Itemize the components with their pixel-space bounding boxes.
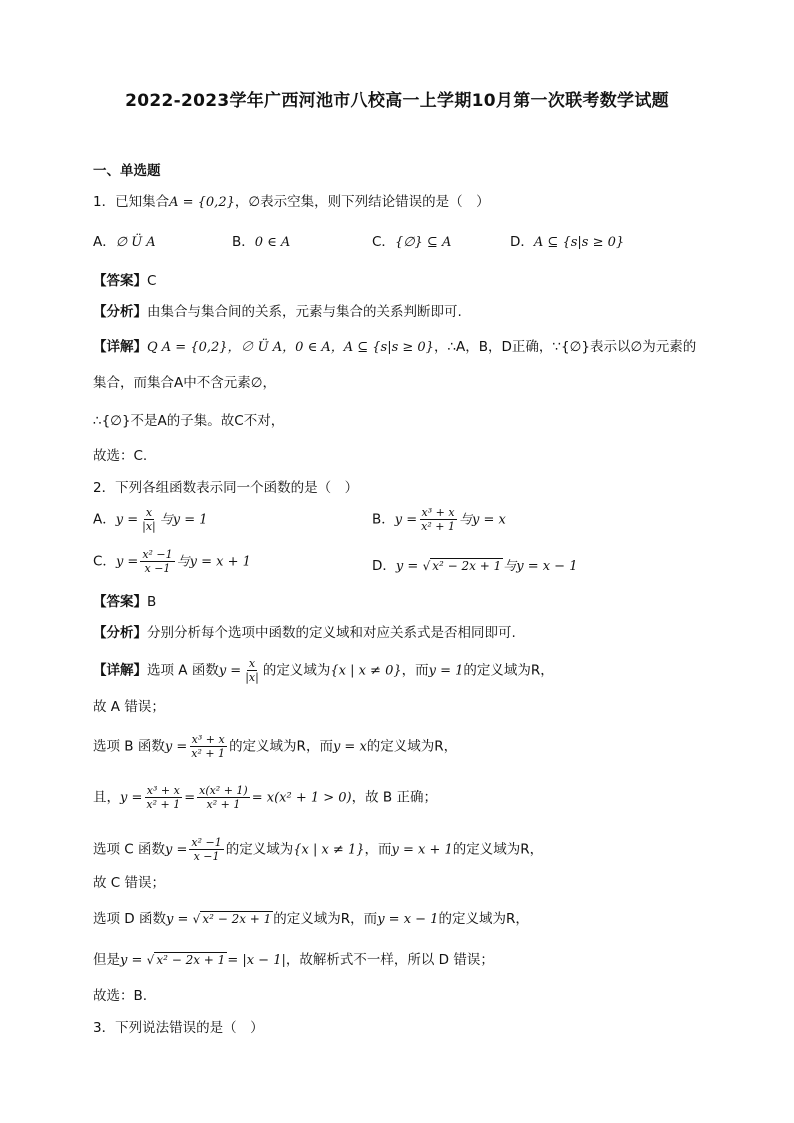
q1-detail-line2: 集合，而集合A中不含元素∅， xyxy=(93,375,276,391)
q2-detail-d xyxy=(93,909,529,930)
q2-option-c-num: x² −1 xyxy=(142,548,173,561)
q1-detail-text: ，∴A，B，D正确，∵{∅}表示以∅为元素的 xyxy=(433,339,697,355)
q2-detail-d2-result: = |x − 1| xyxy=(227,953,286,968)
q2-detail-a xyxy=(93,657,554,684)
q2-detail-b-den: x² + 1 xyxy=(191,747,226,760)
q2-option-b xyxy=(372,506,506,533)
q2-answer xyxy=(93,592,156,612)
q2-detail-b-mid: 的定义域为R，而 xyxy=(229,738,333,755)
q2-detail-a-lhs: y = xyxy=(218,663,242,679)
q2-detail-tag: 【详解】 xyxy=(93,662,147,679)
q2-option-d-rest: 与y = x − 1 xyxy=(503,559,578,574)
q2-detail-b2-fraction1 xyxy=(144,784,182,811)
q1-detail-math: Q A = {0,2}，∅ Ü A，0 ∈ A，A ⊆ {s|s ≥ 0} xyxy=(147,340,434,355)
q2-option-a-rest: 与y = 1 xyxy=(159,512,208,528)
q2-detail-b-fraction xyxy=(189,733,227,760)
q2-detail-a-conclusion: 故 A 错误； xyxy=(93,699,165,715)
q2-analysis xyxy=(93,623,516,643)
q2-option-c-lhs: y = xyxy=(115,554,139,570)
q2-detail-a-mid: 的定义域为 xyxy=(262,662,331,679)
q2-option-b-num: x³ + x xyxy=(421,506,455,519)
q2-option-b-fraction xyxy=(419,506,457,533)
q2-option-a-fraction xyxy=(140,506,158,533)
q1-option-a-label: A． xyxy=(93,234,116,250)
q2-detail-d-lhs: y = xyxy=(165,912,189,927)
q2-option-a-lhs: y = xyxy=(115,512,139,528)
q2-option-a-num: x xyxy=(145,506,153,519)
q2-detail-b-num: x³ + x xyxy=(191,733,225,746)
q2-detail-b2 xyxy=(93,784,437,811)
q2-detail-d-y: y = x − 1 xyxy=(377,912,439,927)
q2-stem: 2．下列各组函数表示同一个函数的是（ ） xyxy=(93,480,359,496)
q1-option-b-math: 0 ∈ A xyxy=(254,235,291,250)
q2-detail-d2-lhs: y = xyxy=(120,953,143,968)
q2-detail-b2-end: ，故 B 正确； xyxy=(351,789,437,806)
q1-analysis-text: 由集合与集合间的关系，元素与集合的关系判断即可. xyxy=(147,304,462,320)
q2-answer-value: B xyxy=(147,594,157,610)
q2-detail-b2-pre: 且， xyxy=(93,789,120,806)
q2-detail-c-y: y = x + 1 xyxy=(391,842,453,858)
q2-detail-d2-sqrt: √ x² − 2x + 1 xyxy=(146,953,226,967)
q2-detail-a-pre: 选项 A 函数 xyxy=(147,662,219,679)
q2-detail-b2-result: = x(x² + 1 > 0) xyxy=(251,790,352,806)
q2-option-a-den: |x| xyxy=(142,520,156,533)
q2-detail-b2-den1: x² + 1 xyxy=(146,798,181,811)
q2-answer-tag: 【答案】 xyxy=(93,594,147,610)
q2-option-c-fraction xyxy=(140,548,174,575)
q2-detail-c xyxy=(93,836,543,863)
q2-option-b-lhs: y = xyxy=(394,512,418,528)
q3-stem: 3．下列说法错误的是（ ） xyxy=(93,1020,264,1036)
q1-option-c-label: C． xyxy=(372,234,395,250)
q2-detail-c-pre: 选项 C 函数 xyxy=(93,841,166,858)
q2-detail-a-mid2: ，而 xyxy=(401,662,429,679)
q2-detail-d-end: 的定义域为R， xyxy=(438,911,529,927)
q2-option-d-label: D． xyxy=(372,558,396,574)
q2-detail-c-mid: 的定义域为 xyxy=(225,841,294,858)
q2-detail-d-radicand: x² − 2x + 1 xyxy=(202,912,272,926)
q2-detail-d2 xyxy=(93,950,494,971)
q2-detail-c-end: 的定义域为R， xyxy=(452,841,544,858)
q2-option-c-label: C． xyxy=(93,553,116,570)
q2-detail-b2-den2: x² + 1 xyxy=(206,798,241,811)
q1-detail-tag: 【详解】 xyxy=(93,339,147,355)
q1-option-c xyxy=(372,232,451,253)
q1-option-d xyxy=(510,232,624,253)
q1-analysis-tag: 【分析】 xyxy=(93,304,147,320)
q2-option-d xyxy=(372,556,577,577)
q2-detail-a-y1: y = 1 xyxy=(428,663,464,679)
q1-option-d-label: D． xyxy=(510,234,534,250)
q1-answer-value: C xyxy=(147,273,157,289)
q2-detail-b-lhs: y = xyxy=(164,739,188,755)
q2-detail-c-fraction xyxy=(189,836,223,863)
q2-detail-c-set: {x | x ≠ 1} xyxy=(293,842,365,858)
q2-detail-b-pre: 选项 B 函数 xyxy=(93,738,165,755)
q2-detail-b-yx: y = x xyxy=(332,739,367,755)
q2-detail-d-pre: 选项 D 函数 xyxy=(93,911,166,927)
q2-option-b-label: B． xyxy=(372,511,395,528)
page-title: 2022-2023学年广西河池市八校高一上学期10月第一次联考数学试题 xyxy=(125,91,669,111)
q1-analysis xyxy=(93,302,462,322)
q2-detail-c-lhs: y = xyxy=(165,842,188,858)
q2-detail-c-conclusion: 故 C 错误； xyxy=(93,875,166,891)
q1-stem-mid: ，∅表示空集，则下列结论错误的是（ ） xyxy=(234,194,490,210)
q2-option-a xyxy=(93,506,208,533)
q2-analysis-tag: 【分析】 xyxy=(93,625,147,641)
section-header: 一、单选题 xyxy=(93,163,161,179)
q2-option-a-label: A． xyxy=(93,511,116,528)
q1-answer-tag: 【答案】 xyxy=(93,273,147,289)
q2-option-c xyxy=(93,548,251,575)
q2-detail-b2-eq: = xyxy=(184,790,196,806)
q2-detail-a-fraction xyxy=(243,657,261,684)
q2-analysis-text: 分别分析每个选项中函数的定义域和对应关系式是否相同即可. xyxy=(147,625,516,641)
q2-detail-a-num: x xyxy=(248,657,256,670)
q2-detail-d-mid: 的定义域为R，而 xyxy=(273,911,378,927)
q1-option-c-math: {∅} ⊆ A xyxy=(394,235,452,250)
q2-detail-c-mid2: ，而 xyxy=(364,841,392,858)
q1-answer xyxy=(93,271,156,291)
q1-stem-prefix: 1．已知集合 xyxy=(93,194,170,210)
q2-detail-b2-fraction2 xyxy=(197,784,250,811)
q2-detail-d2-end: ，故解析式不一样，所以 D 错误； xyxy=(285,952,494,968)
q1-option-b-label: B． xyxy=(232,234,255,250)
q1-stem-set: A = {0,2} xyxy=(169,195,235,210)
q2-detail-d2-radicand: x² − 2x + 1 xyxy=(156,953,226,967)
q2-detail-b2-num1: x³ + x xyxy=(146,784,180,797)
q2-detail-b2-num2: x(x² + 1) xyxy=(199,784,248,797)
q2-option-d-sqrt: √ x² − 2x + 1 xyxy=(422,559,502,573)
q2-detail-c-num: x² −1 xyxy=(191,836,222,849)
q2-detail-d2-pre: 但是 xyxy=(93,952,120,968)
q1-option-a-math: ∅ Ü A xyxy=(115,235,156,250)
q1-option-a xyxy=(93,232,156,253)
q1-option-b xyxy=(232,232,290,253)
q2-option-c-den: x −1 xyxy=(144,562,171,575)
q2-detail-a-den: |x| xyxy=(245,671,259,684)
q2-option-d-radicand: x² − 2x + 1 xyxy=(432,559,502,573)
q2-detail-d-sqrt: √ x² − 2x + 1 xyxy=(192,912,272,926)
q2-option-b-rest: 与y = x xyxy=(458,512,506,528)
q2-detail-b2-lhs: y = xyxy=(120,790,143,806)
q1-conclusion: 故选：C. xyxy=(93,448,148,464)
q2-detail-c-den: x −1 xyxy=(193,850,220,863)
q2-conclusion: 故选：B. xyxy=(93,988,148,1004)
q2-detail-b xyxy=(93,733,457,760)
q1-detail-line3: ∴{∅}不是A的子集。故C不对， xyxy=(93,413,285,429)
q1-stem xyxy=(93,192,490,213)
q1-option-d-math: A ⊆ {s|s ≥ 0} xyxy=(533,235,625,250)
q2-detail-a-set: {x | x ≠ 0} xyxy=(330,663,402,679)
q1-detail-line1 xyxy=(93,337,696,358)
q2-detail-b-end: 的定义域为R， xyxy=(366,738,458,755)
q2-option-c-rest: 与y = x + 1 xyxy=(176,554,251,570)
q2-option-b-den: x² + 1 xyxy=(421,520,455,533)
q2-detail-a-end: 的定义域为R， xyxy=(463,662,554,679)
q2-option-d-lhs: y = xyxy=(395,559,419,574)
